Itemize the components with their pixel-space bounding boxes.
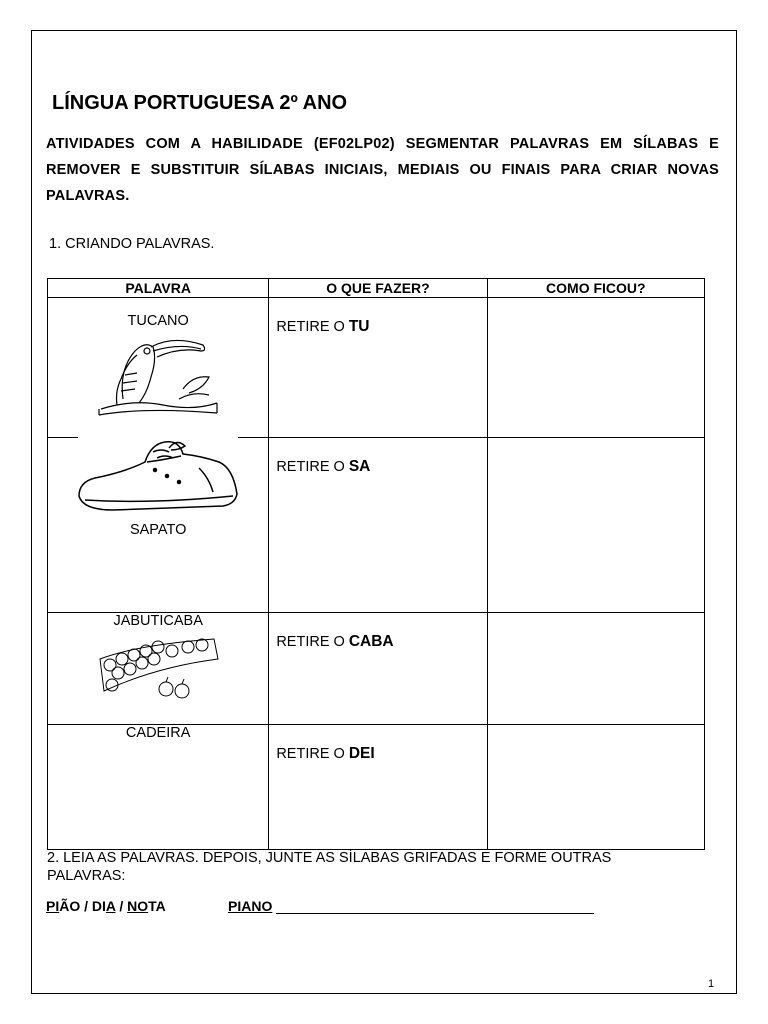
page-number: 1: [708, 978, 715, 990]
border-gap: [78, 433, 238, 439]
syllable-to-remove: CABA: [348, 633, 394, 650]
word-label: SAPATO: [129, 522, 187, 538]
instruction-cell: [269, 725, 487, 850]
word-part: TA: [148, 898, 166, 914]
question-1: 1. CRIANDO PALAVRAS.: [49, 236, 215, 252]
answer-cell[interactable]: [487, 298, 704, 438]
header-palavra: PALAVRA: [48, 279, 269, 298]
activity-description: ATIVIDADES COM A HABILIDADE (EF02LP02) SEGMENTAR PALAVRAS EM SÍLABAS E REMOVER E SUBSTITUIR SÍLABAS INICIAIS, MEDIAIS OU FINAIS PARA CRIAR NOVAS PALAVRAS.: [46, 136, 719, 204]
table-row: [48, 438, 705, 613]
header-como-ficou: COMO FICOU?: [487, 279, 704, 298]
instruction-prefix: RETIRE O: [276, 746, 349, 762]
word-label: CADEIRA: [125, 725, 191, 741]
syllable-to-remove: SA: [348, 458, 371, 475]
instruction-cell: [269, 438, 487, 613]
instruction: [269, 633, 486, 651]
instruction-prefix: RETIRE O: [276, 634, 349, 650]
toucan-illustration: [93, 329, 223, 421]
word-cell: [48, 725, 269, 850]
word-label: JABUTICABA: [113, 613, 203, 629]
instruction-prefix: RETIRE O: [276, 459, 349, 475]
answer-word: PIANO: [228, 898, 273, 914]
header-o-que-fazer: O QUE FAZER?: [269, 279, 487, 298]
instruction-cell: [269, 298, 487, 438]
syllable-words: [46, 898, 166, 914]
answer-line[interactable]: [276, 913, 594, 914]
answer-cell[interactable]: [487, 725, 704, 850]
shoe-illustration: [73, 438, 243, 516]
syllable-to-remove: DEI: [348, 745, 375, 762]
instruction-prefix: RETIRE O: [276, 319, 349, 335]
instruction-cell: [269, 613, 487, 725]
page-title: LÍNGUA PORTUGUESA 2º ANO: [52, 92, 348, 114]
table-row: [48, 298, 705, 438]
table-header-row: [48, 279, 705, 298]
word-cell: [48, 613, 269, 725]
underlined-syllable: NO: [127, 898, 149, 914]
table-row: [48, 613, 705, 725]
instruction: [269, 745, 486, 763]
jabuticaba-illustration: [96, 629, 221, 703]
instruction: [269, 458, 486, 476]
syllable-to-remove: TU: [348, 318, 370, 335]
word-label: TUCANO: [127, 313, 189, 329]
separator: /: [115, 898, 128, 914]
underlined-syllable: A: [105, 898, 116, 914]
word-cell: [48, 438, 269, 613]
word-part: ÃO: [59, 898, 81, 914]
word-cell: [48, 298, 269, 438]
answer-cell[interactable]: [487, 438, 704, 613]
question-2: 2. LEIA AS PALAVRAS. DEPOIS, JUNTE AS SÍLABAS GRIFADAS E FORME OUTRAS PALAVRAS:: [47, 850, 612, 884]
instruction: [269, 318, 486, 336]
word-part: DI: [91, 898, 106, 914]
underlined-syllable: PI: [46, 898, 60, 914]
separator: /: [80, 898, 92, 914]
words-table: [47, 278, 705, 850]
answer-cell[interactable]: [487, 613, 704, 725]
table-row: [48, 725, 705, 850]
